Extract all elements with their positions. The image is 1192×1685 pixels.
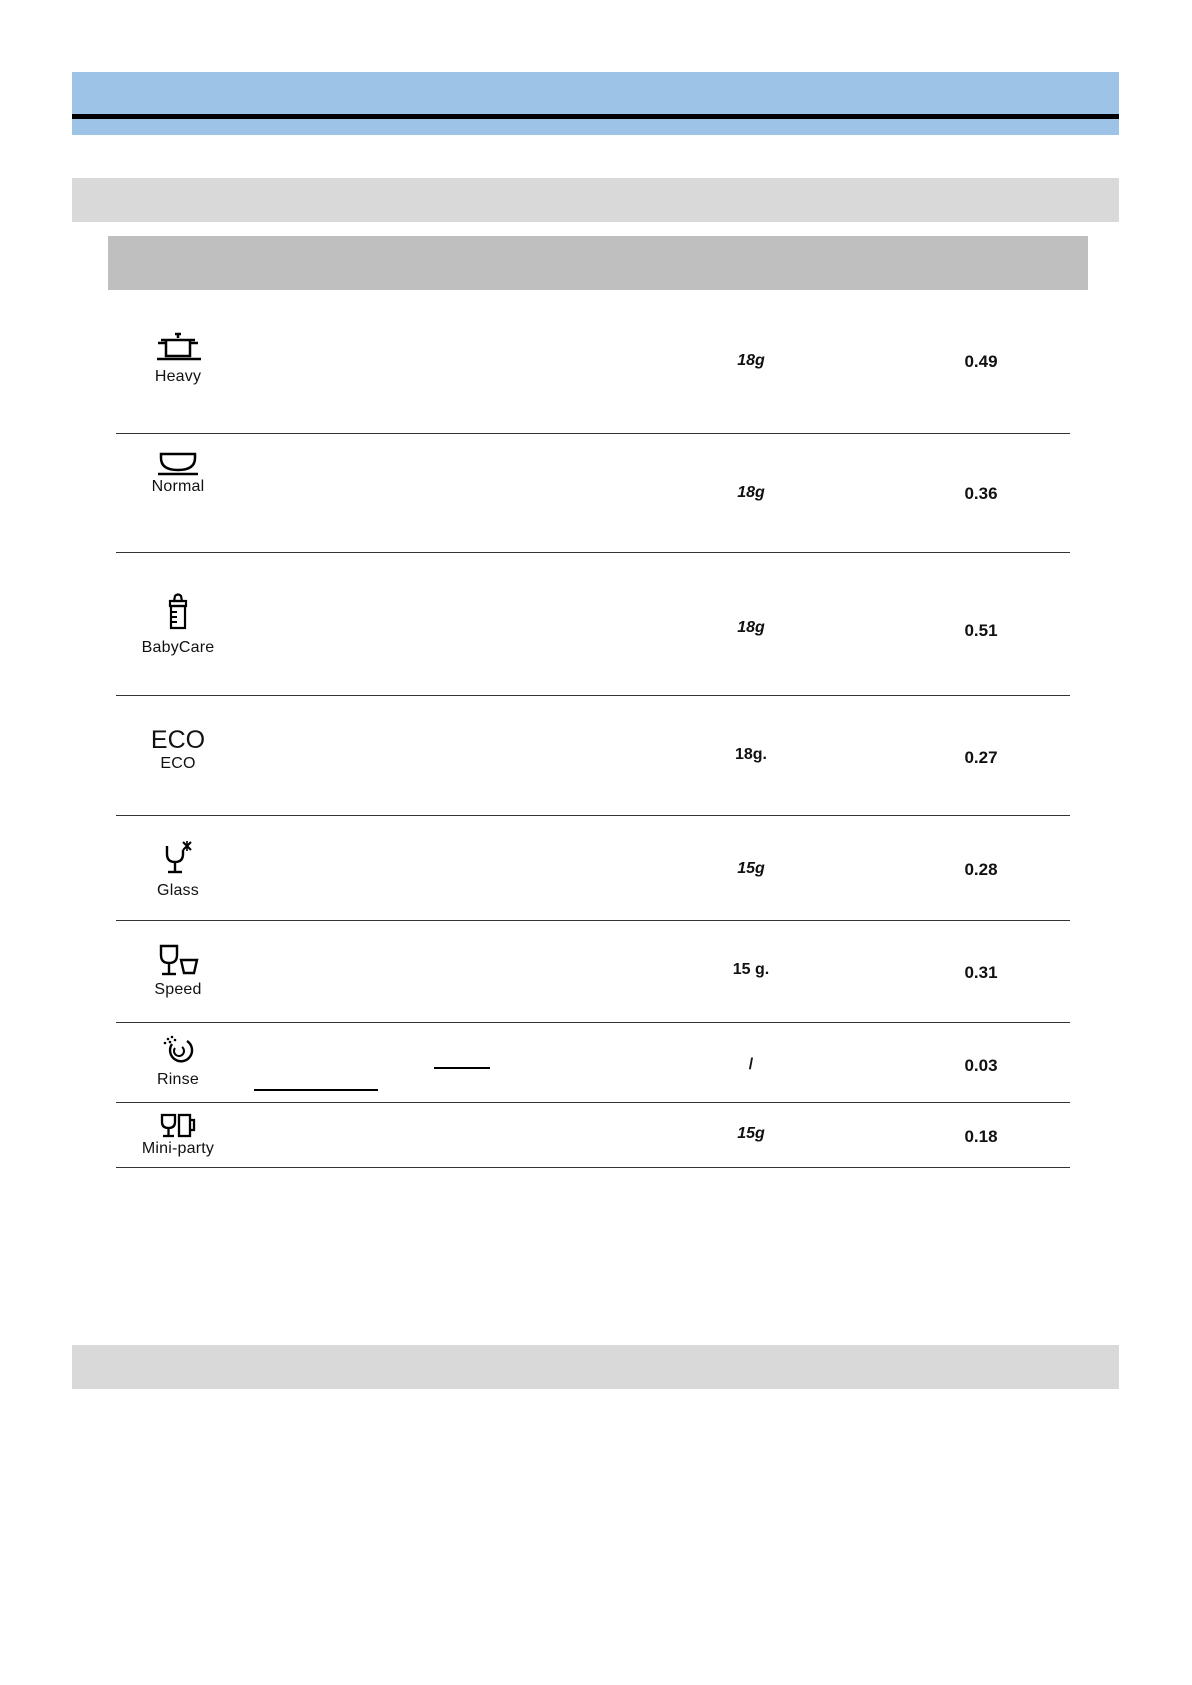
detergent-amount: 18g. bbox=[734, 746, 767, 763]
baby-bottle-icon bbox=[162, 593, 194, 631]
section-heading-bar bbox=[72, 1345, 1119, 1389]
section-heading-bar bbox=[72, 178, 1119, 222]
energy-value: 0.36 bbox=[964, 484, 998, 503]
energy-value: 0.51 bbox=[964, 621, 998, 640]
energy-value: 0.28 bbox=[964, 860, 998, 879]
bowl-icon bbox=[155, 450, 201, 476]
program-cell bbox=[116, 332, 240, 386]
program-name: BabyCare bbox=[141, 639, 215, 656]
underline-mark bbox=[434, 1067, 490, 1069]
pot-icon bbox=[153, 332, 203, 366]
table-row bbox=[116, 816, 1070, 921]
program-name: ECO bbox=[160, 755, 196, 772]
table-header bbox=[108, 236, 1088, 290]
program-cell bbox=[116, 1113, 240, 1158]
detergent-amount: 15 g. bbox=[732, 961, 770, 978]
detergent-amount: / bbox=[748, 1056, 754, 1073]
energy-value: 0.03 bbox=[964, 1056, 998, 1075]
table-row bbox=[116, 696, 1070, 816]
program-name: Normal bbox=[151, 478, 205, 495]
banner-rule bbox=[72, 114, 1119, 119]
detergent-amount: 18g bbox=[737, 619, 765, 636]
detergent-amount: 15g bbox=[737, 1125, 765, 1142]
energy-value: 0.27 bbox=[964, 748, 998, 767]
program-cell bbox=[116, 943, 240, 999]
underline-mark bbox=[254, 1089, 378, 1091]
energy-value: 0.18 bbox=[964, 1127, 998, 1146]
program-cell bbox=[116, 593, 240, 657]
program-cell bbox=[116, 728, 240, 773]
program-name: Mini-party bbox=[141, 1140, 215, 1157]
table-row bbox=[116, 921, 1070, 1023]
detergent-amount: 18g bbox=[737, 352, 765, 369]
wine-glass-icon bbox=[161, 840, 195, 876]
program-cell bbox=[116, 450, 240, 496]
glass-mug-icon bbox=[158, 1113, 198, 1139]
program-cell bbox=[116, 840, 240, 900]
energy-value: 0.49 bbox=[964, 352, 998, 371]
table-row bbox=[116, 1103, 1070, 1168]
eco-icon: ECO bbox=[150, 726, 206, 754]
energy-value: 0.31 bbox=[964, 963, 998, 982]
table-row bbox=[116, 434, 1070, 553]
program-cell bbox=[116, 1035, 240, 1089]
detergent-amount: 18g bbox=[737, 484, 765, 501]
rinse-icon bbox=[161, 1035, 195, 1067]
program-name: Rinse bbox=[157, 1071, 199, 1088]
glass-cup-icon bbox=[155, 943, 201, 977]
table-row bbox=[116, 1023, 1070, 1103]
table-row bbox=[116, 553, 1070, 696]
program-name: Heavy bbox=[154, 368, 202, 385]
program-table bbox=[116, 290, 1070, 1168]
program-name: Glass bbox=[157, 882, 199, 899]
detergent-amount: 15g bbox=[737, 860, 765, 877]
title-banner bbox=[72, 72, 1119, 135]
table-row bbox=[116, 290, 1070, 434]
program-name: Speed bbox=[154, 981, 202, 998]
